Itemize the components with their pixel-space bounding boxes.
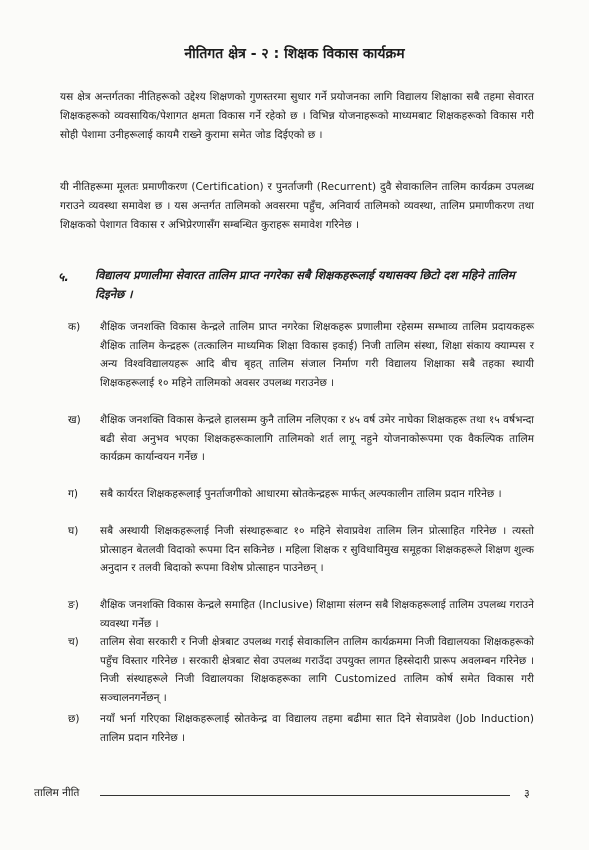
list-item-text: तालिम सेवा सरकारी र निजी क्षेत्रबाट उपलब्ध गराई सेवाकालिन तालिम कार्यक्रममा निजी विद्यालयका शिक्षकहरूको पहुँच विस्तार गरिनेछ । सरकारी क्षेत्रबाट सेवा उपलब्ध गराउँदा उपयुक्त लागत हिस्सेदारी प्रारूप अवलम्बन गरिनेछ । निजी संस्थाहरूले निजी विद्यालयका शिक्षकहरूका लागि Customized तालिम कोर्ष समेत विकास गरी सञ्चालनगर्नेछन् । [100, 636, 534, 704]
section-heading: विद्यालय प्रणालीमा सेवारत तालिम प्राप्त नगरेका सबै शिक्षकहरूलाई यथासक्य छिटो दश महिने तालिम दिइनेछ । [95, 268, 515, 301]
list-item-text: शैक्षिक जनशक्ति विकास केन्द्रले समाहित (Inclusive) शिक्षामा संलग्न सबै शिक्षकहरूलाई तालिम उपलब्ध गराउने व्यवस्था गर्नेछ । [100, 599, 534, 630]
footer-divider [100, 795, 510, 796]
list-item-text: शैक्षिक जनशक्ति विकास केन्द्रले हालसम्म कुनै तालिम नलिएका र ४५ वर्ष उमेर नाघेका शिक्षकहरू तथा १५ वर्षभन्दा बढी सेवा अनुभव भएका शिक्षकहरूकालागि तालिमको शर्त लागू नहुने योजनाकोरूपमा एक वैकल्पिक तालिम कार्यक्रम कार्यान्वयन गर्नेछ । [100, 414, 534, 463]
list-item-marker: क) [68, 321, 81, 333]
intro-paragraph-2: यी नीतिहरूमा मूलतः प्रमाणीकरण (Certification) र पुनर्ताजगी (Recurrent) दुवै सेवाकालिन तालिम कार्यक्रम उपलब्ध गराउने व्यवस्था समावेश छ । यस अन्तर्गत तालिमको अवसरमा पहुँच, अनिवार्य तालिमको व्यवस्था, तालिम प्रमाणीकरण तथा शिक्षकको पेशागत विकास र अभिप्रेरणासँग सम्बन्धित कुराहरू समावेश गरिनेछ । [60, 181, 534, 231]
intro-paragraph-1: यस क्षेत्र अन्तर्गतका नीतिहरूको उद्देश्य शिक्षणको गुणस्तरमा सुधार गर्ने प्रयोजनका लागि विद्यालय शिक्षाका सबै तहमा सेवारत शिक्षकहरूको व्यवसायिक/पेशागत क्षमता विकास गर्ने रहेको छ । विभिन्न योजनाहरूको माध्यमबाट शिक्षकहरूको विकास गरी सोही पेशामा उनीहरूलाई कायमै राख्ने कुरामा समेत जोड दिईएको छ । [60, 91, 534, 141]
list-item [68, 411, 534, 467]
list-item-text: नयाँ भर्ना गरिएका शिक्षकहरूलाई स्रोतकेन्द्र वा विद्यालय तहमा बढीमा सात दिने सेवाप्रवेश (Job Induction) तालिम प्रदान गरिनेछ । [100, 713, 534, 744]
list-item [68, 596, 534, 633]
list-item [68, 485, 534, 504]
list-item-marker: ग) [68, 488, 79, 500]
footer-label: तालिम नीति [34, 787, 80, 799]
list-item-marker: ख) [68, 414, 81, 426]
section-number: ५. [58, 270, 69, 284]
list-item-text: सबै अस्थायी शिक्षकहरूलाई निजी संस्थाहरूबाट १० महिने सेवाप्रवेश तालिम लिन प्रोत्साहित गरिनेछ । त्यस्तो प्रोत्साहन बेतलवी विदाको रूपमा दिन सकिनेछ । महिला शिक्षक र सुविधाविमुख समूहका शिक्षकहरूले शिक्षण शुल्क अनुदान र तलवी बिदाको रूपमा विशेष प्रोत्साहन पाउनेछन् । [100, 525, 534, 574]
list-item [68, 522, 534, 578]
page-number: ३ [524, 787, 530, 800]
list-item [68, 710, 534, 747]
list-item-text: शैक्षिक जनशक्ति विकास केन्द्रले तालिम प्राप्त नगरेका शिक्षकहरू प्रणालीमा रहेसम्म सम्भाव्य तालिम प्रदायकहरू शैक्षिक तालिम केन्द्रहरू (तत्कालिन माध्यमिक शिक्षा विकास इकाई) निजी तालिम संस्था, शिक्षा संकाय क्याम्पस र अन्य विश्वविद्यालयहरू आदि बीच बृहत् तालिम संजाल निर्माण गरी विद्यालय शिक्षाका सबै तहका स्थायी शिक्षकहरूलाई १० महिने तालिमको अवसर उपलब्ध गराउनेछ । [100, 321, 534, 389]
list-item [68, 318, 534, 392]
list-item-marker: छ) [68, 713, 80, 725]
list-item-marker: घ) [68, 525, 79, 537]
list-item-marker: ङ) [68, 599, 79, 611]
page-title: नीतिगत क्षेत्र - २ : शिक्षक विकास कार्यक्रम [184, 46, 405, 62]
list-item [68, 633, 534, 707]
list-item-marker: च) [68, 636, 79, 648]
list-item-text: सबै कार्यरत शिक्षकहरूलाई पुनर्ताजगीको आधारमा स्रोतकेन्द्रहरू मार्फत् अल्पकालीन तालिम प्रदान गरिनेछ । [100, 488, 502, 500]
